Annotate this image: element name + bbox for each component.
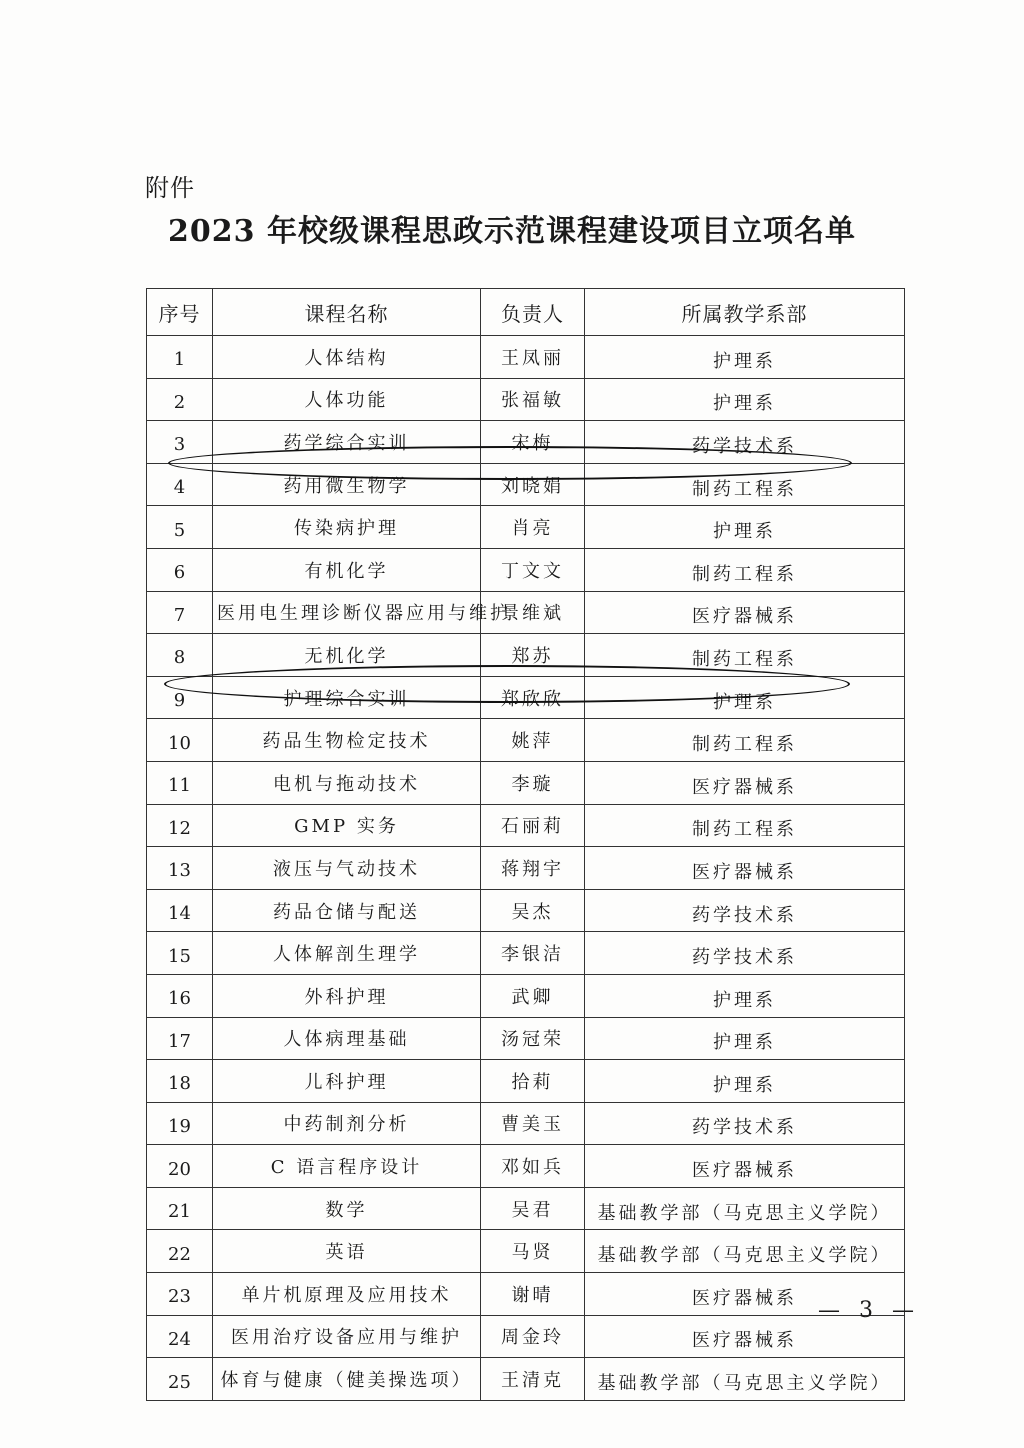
table-row: [147, 676, 905, 719]
row-number-cell: 12: [147, 804, 213, 847]
department-cell: 制药工程系: [585, 548, 905, 591]
leader-cell: 李银洁: [481, 932, 585, 975]
course-name-cell: 人体病理基础: [213, 1017, 481, 1060]
table-row: [147, 804, 905, 847]
row-number-cell: 19: [147, 1102, 213, 1145]
leader-cell: 丁文文: [481, 548, 585, 591]
table-row: [147, 719, 905, 762]
course-name-cell: 单片机原理及应用技术: [213, 1273, 481, 1316]
course-name-cell: 药品仓储与配送: [213, 889, 481, 932]
page-number: — 3 —: [818, 1298, 920, 1323]
table-row: [147, 1358, 905, 1401]
course-name-cell: 人体功能: [213, 378, 481, 421]
table-row: [147, 761, 905, 804]
row-number-cell: 10: [147, 719, 213, 762]
row-number-cell: 22: [147, 1230, 213, 1273]
leader-cell: 吴杰: [481, 889, 585, 932]
row-number-cell: 4: [147, 463, 213, 506]
department-cell: 护理系: [585, 336, 905, 379]
leader-cell: 王凤丽: [481, 336, 585, 379]
course-name-cell: 中药制剂分析: [213, 1102, 481, 1145]
table-row: [147, 1230, 905, 1273]
row-number-cell: 3: [147, 421, 213, 464]
leader-cell: 石丽莉: [481, 804, 585, 847]
leader-cell: 周金玲: [481, 1315, 585, 1358]
department-cell: 医疗器械系: [585, 1145, 905, 1188]
department-cell: 基础教学部（马克思主义学院）: [585, 1187, 905, 1230]
column-header-department: 所属教学系部: [585, 289, 905, 336]
table-body: [147, 336, 905, 1401]
table-row: [147, 634, 905, 677]
department-cell: 医疗器械系: [585, 847, 905, 890]
attachment-label: 附件: [145, 174, 195, 202]
column-header-leader: 负责人: [481, 289, 585, 336]
table-row: [147, 1145, 905, 1188]
course-name-cell: 电机与拖动技术: [213, 761, 481, 804]
table-row: [147, 378, 905, 421]
leader-cell: 武卿: [481, 974, 585, 1017]
row-number-cell: 9: [147, 676, 213, 719]
table-row: [147, 1273, 905, 1316]
table-row: [147, 1187, 905, 1230]
table-row: [147, 336, 905, 379]
department-cell: 护理系: [585, 1060, 905, 1103]
row-number-cell: 11: [147, 761, 213, 804]
department-cell: 医疗器械系: [585, 1273, 905, 1316]
leader-cell: 张福敏: [481, 378, 585, 421]
leader-cell: 肖亮: [481, 506, 585, 549]
course-name-cell: 护理综合实训: [213, 676, 481, 719]
course-name-cell: 人体结构: [213, 336, 481, 379]
course-name-cell: 医用治疗设备应用与维护: [213, 1315, 481, 1358]
department-cell: 护理系: [585, 1017, 905, 1060]
course-name-cell: 药用微生物学: [213, 463, 481, 506]
table-row: [147, 1315, 905, 1358]
department-cell: 药学技术系: [585, 421, 905, 464]
course-name-cell: 人体解剖生理学: [213, 932, 481, 975]
row-number-cell: 8: [147, 634, 213, 677]
department-cell: 医疗器械系: [585, 591, 905, 634]
leader-cell: 景维斌: [481, 591, 585, 634]
department-cell: 医疗器械系: [585, 1315, 905, 1358]
row-number-cell: 16: [147, 974, 213, 1017]
department-cell: 制药工程系: [585, 804, 905, 847]
course-name-cell: 数学: [213, 1187, 481, 1230]
table-row: [147, 932, 905, 975]
row-number-cell: 17: [147, 1017, 213, 1060]
row-number-cell: 24: [147, 1315, 213, 1358]
column-header-course: 课程名称: [213, 289, 481, 336]
department-cell: 基础教学部（马克思主义学院）: [585, 1230, 905, 1273]
table-row: [147, 506, 905, 549]
table-row: [147, 548, 905, 591]
course-name-cell: GMP 实务: [213, 804, 481, 847]
course-name-cell: 液压与气动技术: [213, 847, 481, 890]
table-row: [147, 1102, 905, 1145]
table-row: [147, 591, 905, 634]
department-cell: 护理系: [585, 378, 905, 421]
row-number-cell: 7: [147, 591, 213, 634]
project-table: [146, 288, 905, 1401]
course-name-cell: 无机化学: [213, 634, 481, 677]
leader-cell: 李璇: [481, 761, 585, 804]
table-header-row: [147, 289, 905, 336]
row-number-cell: 5: [147, 506, 213, 549]
row-number-cell: 15: [147, 932, 213, 975]
leader-cell: 吴君: [481, 1187, 585, 1230]
course-name-cell: 儿科护理: [213, 1060, 481, 1103]
leader-cell: 拾莉: [481, 1060, 585, 1103]
row-number-cell: 18: [147, 1060, 213, 1103]
department-cell: 药学技术系: [585, 889, 905, 932]
leader-cell: 邓如兵: [481, 1145, 585, 1188]
course-name-cell: 体育与健康（健美操选项）: [213, 1358, 481, 1401]
course-name-cell: 医用电生理诊断仪器应用与维护: [213, 591, 481, 634]
table-row: [147, 1060, 905, 1103]
course-name-cell: 药品生物检定技术: [213, 719, 481, 762]
leader-cell: 马贤: [481, 1230, 585, 1273]
table-row: [147, 889, 905, 932]
department-cell: 基础教学部（马克思主义学院）: [585, 1358, 905, 1401]
project-table-wrapper: [146, 288, 904, 1401]
row-number-cell: 2: [147, 378, 213, 421]
leader-cell: 郑欣欣: [481, 676, 585, 719]
leader-cell: 王清克: [481, 1358, 585, 1401]
department-cell: 制药工程系: [585, 719, 905, 762]
course-name-cell: C 语言程序设计: [213, 1145, 481, 1188]
row-number-cell: 21: [147, 1187, 213, 1230]
table-row: [147, 463, 905, 506]
course-name-cell: 药学综合实训: [213, 421, 481, 464]
row-number-cell: 14: [147, 889, 213, 932]
table-row: [147, 974, 905, 1017]
row-number-cell: 23: [147, 1273, 213, 1316]
column-header-number: 序号: [147, 289, 213, 336]
row-number-cell: 25: [147, 1358, 213, 1401]
table-row: [147, 847, 905, 890]
leader-cell: 汤冠荣: [481, 1017, 585, 1060]
department-cell: 制药工程系: [585, 634, 905, 677]
department-cell: 护理系: [585, 676, 905, 719]
department-cell: 药学技术系: [585, 932, 905, 975]
leader-cell: 姚萍: [481, 719, 585, 762]
leader-cell: 曹美玉: [481, 1102, 585, 1145]
leader-cell: 宋梅: [481, 421, 585, 464]
row-number-cell: 6: [147, 548, 213, 591]
department-cell: 护理系: [585, 506, 905, 549]
course-name-cell: 有机化学: [213, 548, 481, 591]
document-title: 2023 年校级课程思政示范课程建设项目立项名单: [168, 214, 856, 249]
department-cell: 护理系: [585, 974, 905, 1017]
row-number-cell: 20: [147, 1145, 213, 1188]
leader-cell: 蒋翔宇: [481, 847, 585, 890]
course-name-cell: 英语: [213, 1230, 481, 1273]
department-cell: 制药工程系: [585, 463, 905, 506]
department-cell: 医疗器械系: [585, 761, 905, 804]
course-name-cell: 传染病护理: [213, 506, 481, 549]
leader-cell: 刘晓娟: [481, 463, 585, 506]
leader-cell: 郑苏: [481, 634, 585, 677]
row-number-cell: 1: [147, 336, 213, 379]
table-row: [147, 1017, 905, 1060]
row-number-cell: 13: [147, 847, 213, 890]
leader-cell: 谢晴: [481, 1273, 585, 1316]
department-cell: 药学技术系: [585, 1102, 905, 1145]
table-row: [147, 421, 905, 464]
course-name-cell: 外科护理: [213, 974, 481, 1017]
